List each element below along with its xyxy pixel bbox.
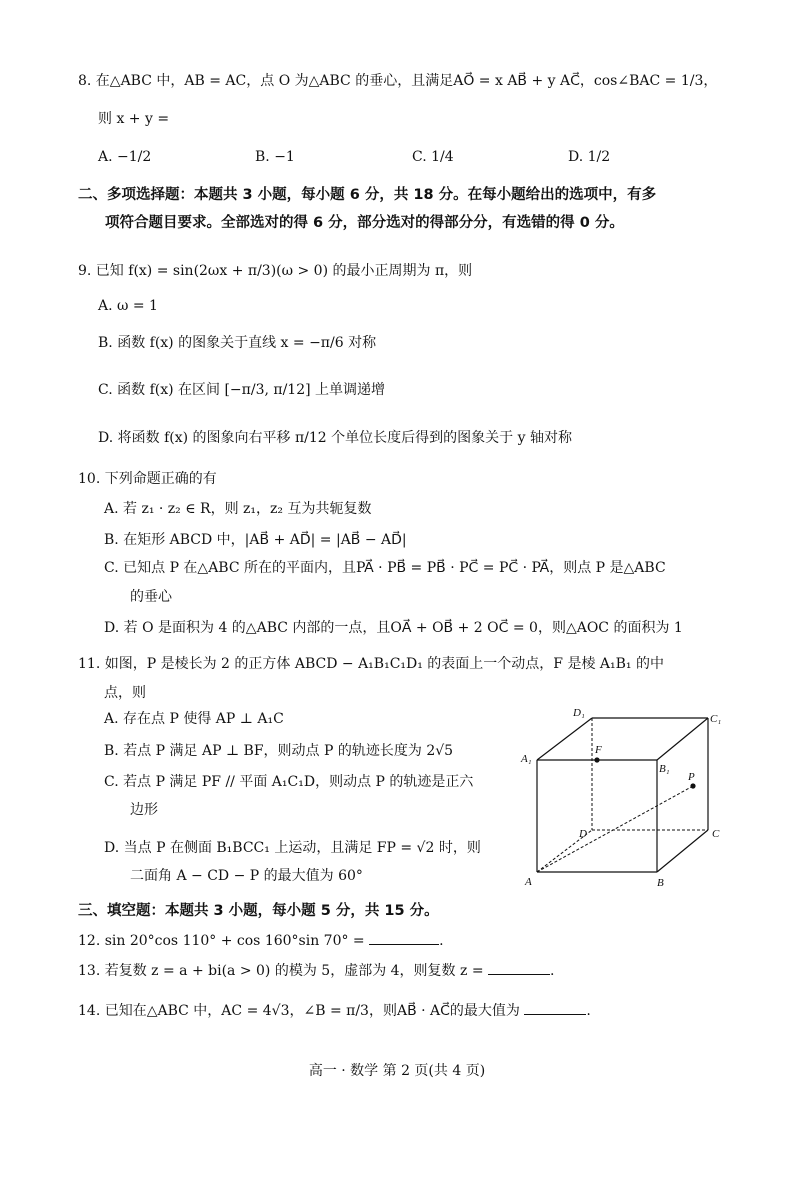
page-footer: 高一 · 数学 第 2 页(共 4 页) <box>308 1063 486 1079</box>
q11-stem-line1: 11. 如图，P 是棱长为 2 的正方体 ABCD − A₁B₁C₁D₁ 的表面上一个动点，F 是棱 A₁B₁ 的中 <box>78 656 664 672</box>
q8-stem-line1: 8. 在△ABC 中，AB = AC，点 O 为△ABC 的垂心，且满足AO⃗ = x AB⃗ + y AC⃗，cos∠BAC = 1/3， <box>78 73 718 89</box>
q13-end: . <box>550 963 555 979</box>
q10-option-a: A. 若 z₁ · z₂ ∈ R，则 z₁，z₂ 互为共轭复数 <box>104 501 372 517</box>
q11-stem-line2: 点，则 <box>104 685 146 701</box>
q13-answer-blank[interactable] <box>488 960 550 975</box>
q14-text: 14. 已知在△ABC 中，AC = 4√3，∠B = π/3，则AB⃗ · AC⃗的最大值为 <box>78 1003 520 1019</box>
q8-option-c: C. 1/4 <box>412 149 454 165</box>
q9-option-c: C. 函数 f(x) 在区间 [−π/3, π/12] 上单调递增 <box>98 382 386 398</box>
q12-end: . <box>439 933 444 949</box>
label-a1: A₁ <box>521 753 532 765</box>
q13-text: 13. 若复数 z = a + bi(a > 0) 的模为 5，虚部为 4，则复数 z = <box>78 963 484 979</box>
label-c: C <box>712 828 720 840</box>
label-f: F <box>595 744 602 756</box>
q9-stem: 9. 已知 f(x) = sin(2ωx + π/3)(ω > 0) 的最小正周期为 π，则 <box>78 263 473 279</box>
section2-heading-line2: 项符合题目要求。全部选对的得 6 分，部分选对的得部分分，有选错的得 0 分。 <box>105 215 624 231</box>
q10-option-d: D. 若 O 是面积为 4 的△ABC 内部的一点，且OA⃗ + OB⃗ + 2 OC⃗ = 0，则△AOC 的面积为 1 <box>104 620 683 636</box>
q12-line <box>78 930 444 950</box>
q10-option-c-line2: 的垂心 <box>130 589 172 605</box>
q9-option-b: B. 函数 f(x) 的图象关于直线 x = −π/6 对称 <box>98 335 377 351</box>
q11-option-c-line2: 边形 <box>130 802 158 818</box>
q12-answer-blank[interactable] <box>369 930 439 945</box>
label-c1: C₁ <box>710 713 722 725</box>
q11-option-b: B. 若点 P 满足 AP ⊥ BF，则动点 P 的轨迹长度为 2√5 <box>104 743 454 759</box>
q9-option-d: D. 将函数 f(x) 的图象向右平移 π/12 个单位长度后得到的图象关于 y 轴对称 <box>98 430 572 446</box>
label-d: D <box>579 828 587 840</box>
section2-heading-line1: 二、多项选择题：本题共 3 小题，每小题 6 分，共 18 分。在每小题给出的选项中，有多 <box>78 187 657 203</box>
label-b1: B₁ <box>659 763 670 775</box>
q14-line <box>78 1000 591 1020</box>
q8-option-b: B. −1 <box>255 149 295 165</box>
q10-stem: 10. 下列命题正确的有 <box>78 471 217 487</box>
label-b: B <box>657 877 664 889</box>
q10-option-c-line1: C. 已知点 P 在△ABC 所在的平面内，且PA⃗ · PB⃗ = PB⃗ · PC⃗ = PC⃗ · PA⃗，则点 P 是△ABC <box>104 560 666 576</box>
q11-option-c-line1: C. 若点 P 满足 PF // 平面 A₁C₁D，则动点 P 的轨迹是正六 <box>104 774 474 790</box>
q11-option-a: A. 存在点 P 使得 AP ⊥ A₁C <box>104 711 284 727</box>
q10-option-b: B. 在矩形 ABCD 中，|AB⃗ + AD⃗| = |AB⃗ − AD⃗| <box>104 532 407 548</box>
q9-option-a: A. ω = 1 <box>98 298 158 314</box>
q14-answer-blank[interactable] <box>524 1000 586 1015</box>
q14-end: . <box>586 1003 591 1019</box>
label-a: A <box>525 876 532 888</box>
q13-line <box>78 960 554 980</box>
cube-figure <box>515 700 730 892</box>
label-d1: D₁ <box>573 707 585 719</box>
q11-option-d-line2: 二面角 A − CD − P 的最大值为 60° <box>130 868 363 884</box>
q8-option-d: D. 1/2 <box>568 149 611 165</box>
q8-option-a: A. −1/2 <box>98 149 152 165</box>
label-p: P <box>688 771 695 783</box>
q8-stem-line2: 则 x + y = <box>98 111 170 127</box>
q12-text: 12. sin 20°cos 110° + cos 160°sin 70° = <box>78 933 365 949</box>
q11-option-d-line1: D. 当点 P 在侧面 B₁BCC₁ 上运动，且满足 FP = √2 时，则 <box>104 840 481 856</box>
section3-heading: 三、填空题：本题共 3 小题，每小题 5 分，共 15 分。 <box>78 903 439 919</box>
